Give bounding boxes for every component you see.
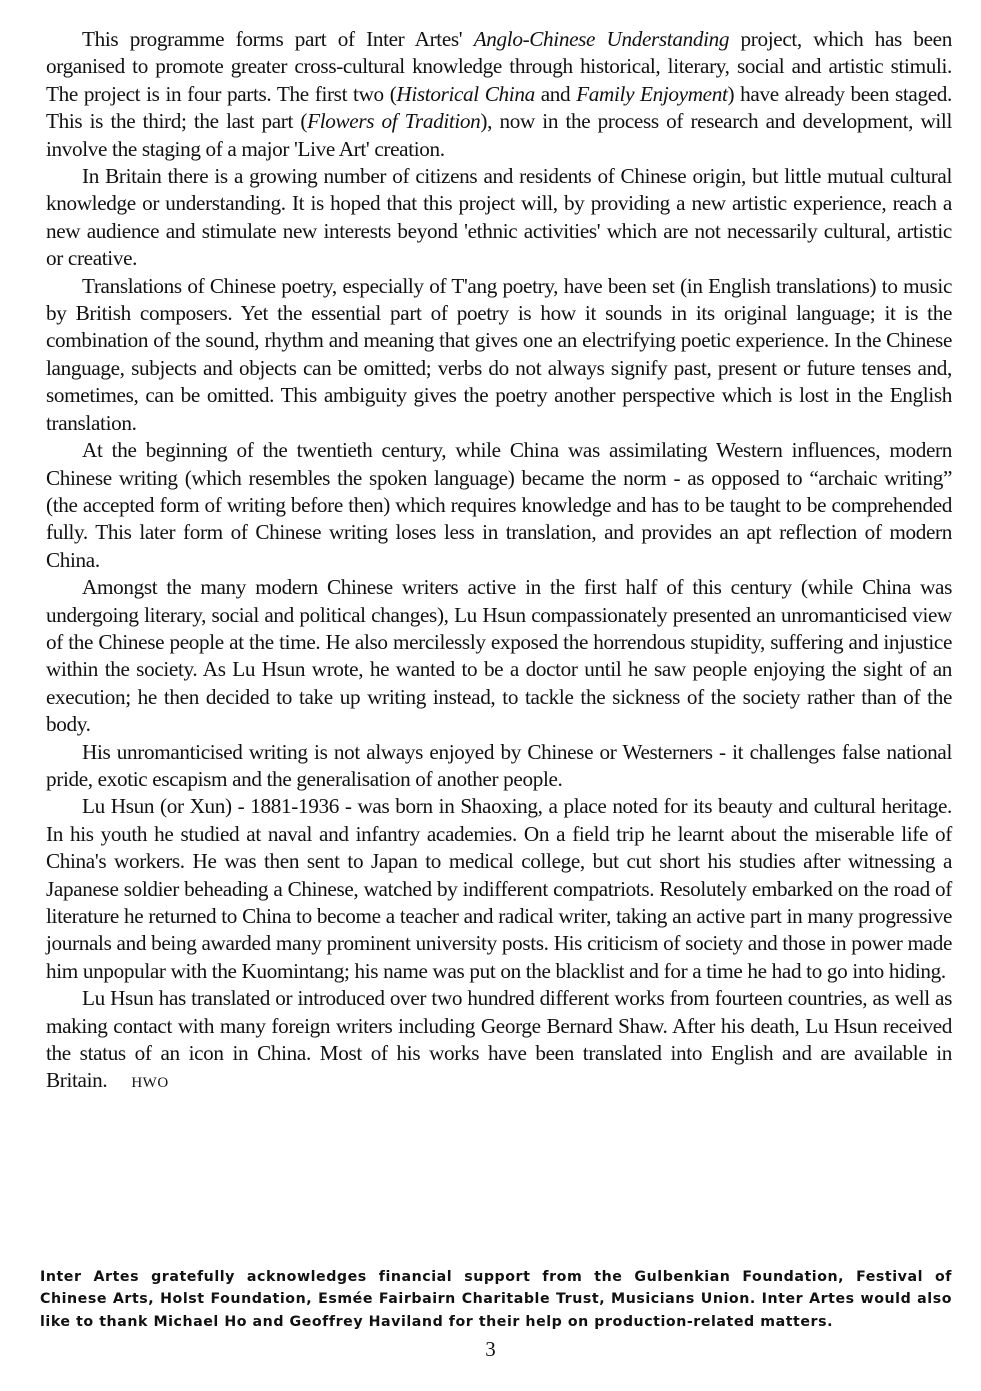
text-run: This programme forms part of Inter Artes' [82, 27, 474, 51]
acknowledgement-note: Inter Artes gratefully acknowledges financial support from the Gulbenkian Foundation, Festival of Chinese Arts, Holst Foundation, Esmée Fairbairn Charitable Trust, Musicians Union. Inter Artes would also like to thank Michael Ho and Geoffrey Haviland for their help on production-related matters. [40, 1269, 952, 1330]
document-page [46, 26, 952, 1098]
paragraph-unromanticised: His unromanticised writing is not always enjoyed by Chinese or Westerners - it challenges false national pride, exotic escapism and the generalisation of another people. [46, 739, 952, 791]
paragraph-lu-hsun-intro: Amongst the many modern Chinese writers active in the first half of this century (while China was undergoing literary, social and political changes), Lu Hsun compassionately presented an unromanticised view of the Chinese people at the time. He also mercilessly exposed the horrendous stupidity, suffering and injustice within the society. As Lu Hsun wrote, he wanted to be a doctor until he saw people enjoying the sight of an execution; he then decided to take up writing instead, to tackle the sickness of the society rather than of the body. [46, 575, 952, 737]
text-run: ) have already been staged. This is the third; the last part ( [46, 81, 952, 134]
paragraph-translations: Translations of Chinese poetry, especially of T'ang poetry, have been set (in English translations) to music by British composers. Yet the essential part of poetry is how it sounds in its original language; it is the combination of the sound, rhythm and meaning that gives one an electrifying poetic experience. In the Chinese language, subjects and objects can be omitted; verbs do not always signify past, present or future tenses and, sometimes, can be omitted. This ambiguity gives the poetry another perspective which is lost in the English translation. [46, 273, 952, 435]
paragraph-biography: Lu Hsun (or Xun) - 1881-1936 - was born in Shaoxing, a place noted for its beauty and cultural heritage. In his youth he studied at naval and infantry academies. On a field trip he learnt about the miserable life of China's workers. He was then sent to Japan to medical college, but cut short his studies after witnessing a Japanese soldier beheading a Chinese, watched by indifferent compatriots. Resolutely embarked on the road of literature he returned to China to become a teacher and radical writer, taking an active part in many progressive journals and being awarded many prominent university posts. His criticism of society and those in power made him unpopular with the Kuomintang; his name was put on the blacklist and for a time he had to go into hiding. [46, 794, 952, 983]
project-title: Anglo-Chinese Understanding [473, 27, 730, 51]
paragraph-britain: In Britain there is a growing number of citizens and residents of Chinese origin, but little mutual cultural knowledge or understanding. It is hoped that this project will, by providing a new artistic experience, reach a new audience and stimulate new interests beyond 'ethnic activities' which are not necessarily cultural, artistic or creative. [46, 164, 952, 271]
part-one-title: Historical China [396, 81, 535, 106]
author-initials: HWO [131, 1075, 169, 1092]
article-body [46, 26, 952, 1098]
part-two-title: Family Enjoyment [576, 81, 728, 106]
text-run: Lu Hsun has translated or introduced over two hundred different works from fourteen countries, as well as making contact with many foreign writers including George Bernard Shaw. After his death, Lu Hsun received the status of an icon in China. Most of his works have been translated into English and are available in Britain. [46, 986, 952, 1093]
paragraph-legacy [46, 985, 952, 1098]
text-run: and [534, 81, 577, 106]
part-four-title: Flowers of Tradition [307, 109, 481, 134]
paragraph-project-intro [46, 26, 952, 163]
text-run: project, which has been organised to promote greater cross-cultural knowledge through historical, literary, social and artistic stimuli. The project is in four parts. The first two ( [46, 27, 952, 106]
text-run: ), now in the process of research and development, will involve the staging of a major 'Live Art' creation. [46, 109, 953, 161]
paragraph-modern-writing: At the beginning of the twentieth century, while China was assimilating Western influences, modern Chinese writing (which resembles the spoken language) became the norm - as opposed to “archaic writing” (the accepted form of writing before then) which requires knowledge and has to be taught to be comprehended fully. This later form of Chinese writing loses less in translation, and provides an apt reflection of modern China. [46, 438, 952, 572]
page-number: 3 [485, 1337, 496, 1361]
